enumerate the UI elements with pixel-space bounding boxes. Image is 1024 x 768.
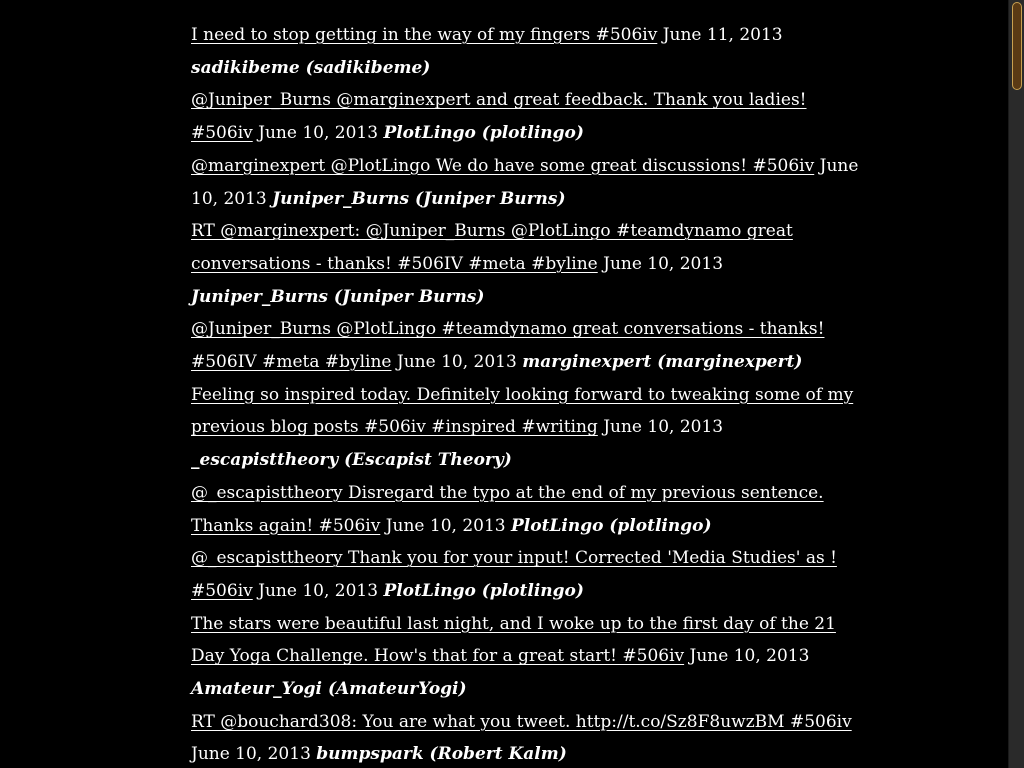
tweet-author: sadikibeme (sadikibeme)	[191, 57, 431, 78]
tweet-item	[191, 706, 863, 768]
tweet-date: June 10, 2013	[603, 253, 724, 274]
tweet-link[interactable]: Feeling so inspired today. Definitely looking forward to tweaking some of my previous blog posts #506iv #inspired #writing	[191, 384, 854, 438]
tweet-link[interactable]: @Juniper_Burns @marginexpert and great feedback. Thank you ladies! #506iv	[191, 90, 807, 144]
tweet-author: marginexpert (marginexpert)	[522, 352, 803, 373]
tweet-item	[191, 608, 863, 706]
tweet-author: PlotLingo (plotlingo)	[383, 580, 584, 601]
tweet-author: _escapisttheory (Escapist Theory)	[191, 450, 512, 471]
tweet-item	[191, 150, 863, 215]
tweet-item	[191, 19, 863, 84]
tweet-date: June 10, 2013	[689, 646, 810, 667]
tweet-item	[191, 542, 863, 607]
tweet-link[interactable]: The stars were beautiful last night, and I woke up to the first day of the 21 Day Yoga Challenge. How's that for a great start! #506iv	[191, 613, 836, 667]
tweet-date: June 10, 2013	[603, 417, 724, 438]
tweet-author: PlotLingo (plotlingo)	[511, 515, 712, 536]
tweet-date: June 10, 2013	[385, 515, 506, 536]
tweet-date: June 10, 2013	[191, 744, 311, 765]
tweet-item	[191, 84, 863, 149]
tweet-item	[191, 215, 863, 313]
tweet-link[interactable]: @Juniper_Burns @PlotLingo #teamdynamo great conversations - thanks! #506IV #meta #byline	[191, 319, 825, 373]
tweet-date: June 11, 2013	[662, 25, 783, 45]
tweet-author: Juniper_Burns (Juniper Burns)	[272, 188, 566, 209]
tweet-author: Juniper_Burns (Juniper Burns)	[191, 286, 485, 307]
tweet-date: June 10, 2013	[396, 352, 517, 373]
tweet-link[interactable]: @_escapisttheory Disregard the typo at the end of my previous sentence. Thanks again! #506iv	[191, 482, 824, 536]
tweet-date: June 10, 2013	[258, 580, 379, 601]
tweet-author: PlotLingo (plotlingo)	[383, 123, 584, 144]
tweet-date: June 10, 2013	[258, 123, 379, 144]
tweet-link[interactable]: RT @marginexpert: @Juniper_Burns @PlotLingo #teamdynamo great conversations - thanks! #506IV #meta #byline	[191, 221, 793, 274]
tweet-link[interactable]: @_escapisttheory Thank you for your input! Corrected 'Media Studies' as ! #506iv	[191, 548, 837, 601]
tweet-item	[191, 313, 863, 378]
tweet-author: Amateur_Yogi (AmateurYogi)	[191, 679, 467, 700]
scrollbar-thumb[interactable]	[1012, 2, 1022, 90]
vertical-scrollbar[interactable]	[1008, 0, 1024, 768]
tweet-author: bumpspark (Robert Kalm)	[316, 744, 567, 765]
tweet-link[interactable]: I need to stop getting in the way of my fingers #506iv	[191, 25, 658, 45]
tweet-link[interactable]: @marginexpert @PlotLingo We do have some great discussions! #506iv	[191, 155, 815, 176]
tweet-item	[191, 477, 863, 542]
tweet-item	[191, 379, 863, 477]
tweet-link[interactable]: RT @bouchard308: You are what you tweet. http://t.co/Sz8F8uwzBM #506iv	[191, 711, 852, 732]
tweet-date: June 10, 2013	[191, 155, 859, 209]
tweet-feed	[191, 19, 863, 768]
